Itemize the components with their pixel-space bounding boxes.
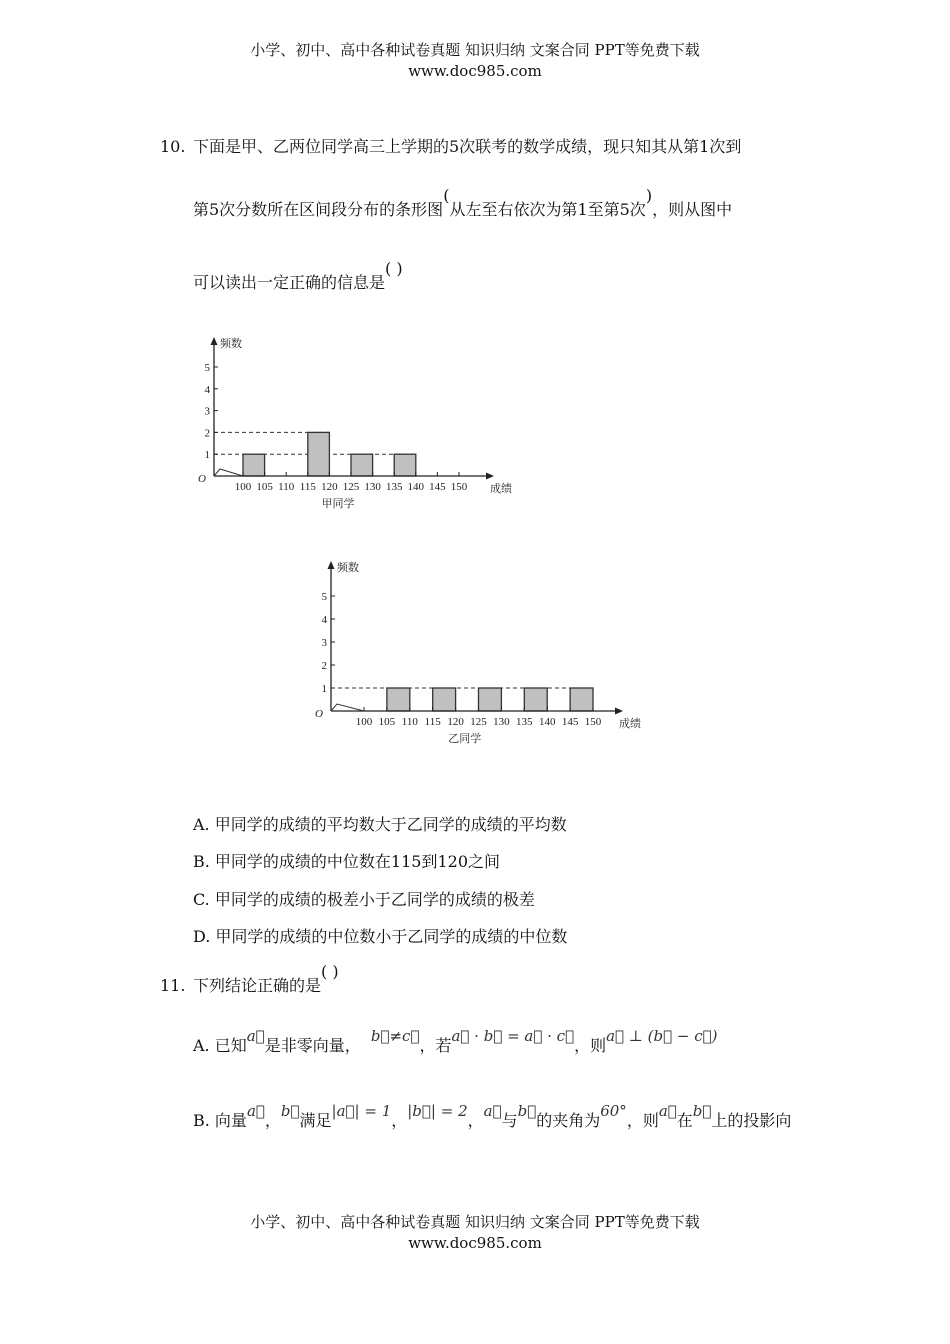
x-tick-label: 100 [234,481,252,493]
text: 是非零向量， [264,1036,361,1055]
text: ， [391,1111,408,1130]
axis-break-icon [214,469,243,476]
x-axis-label: 成绩 [490,482,512,495]
question-text: 下面是甲、乙两位同学高三上学期的5次联考的数学成绩，现只知其从第1次到 [193,137,742,156]
question-number: 10. [160,137,186,156]
footer-url: www.doc985.com [408,1234,542,1252]
x-tick-label: 110 [278,481,295,493]
text: 的夹角为 [536,1111,601,1130]
answer-blank: ( ) [321,962,339,981]
option-a [193,1027,718,1056]
math: |b⃗| = 2 [407,1102,468,1120]
text: 从左至右依次为第1至第5次 [449,200,646,219]
chart-title: 乙同学 [448,732,482,745]
math: a⃗ ⊥ (b⃗ − c⃗) [606,1027,718,1045]
histogram-bar [524,688,547,711]
y-axis-label: 频数 [337,561,359,574]
y-tick-label: 3 [321,637,327,649]
y-axis-arrow-icon [211,337,218,345]
x-tick-label: 120 [447,716,464,728]
text: B. 向量 [193,1111,247,1130]
x-tick-label: 145 [429,481,446,493]
x-tick-label: 105 [378,716,396,728]
math: a⃗ · b⃗ = a⃗ · c⃗ [451,1027,575,1045]
question-number: 11. [160,976,186,995]
question-text [193,962,339,996]
math: b⃗ [517,1102,537,1120]
option-c: C. 甲同学的成绩的极差小于乙同学的成绩的极差 [193,890,535,909]
option-b [193,1102,792,1131]
histogram-bar [394,454,416,476]
histogram-bar [308,432,330,476]
x-axis-arrow-icon [486,473,494,480]
text: 下列结论正确的是 [193,976,322,995]
histogram-bar [243,454,265,476]
origin-label: O [198,473,206,485]
option-a: A. 甲同学的成绩的平均数大于乙同学的成绩的平均数 [193,815,567,834]
x-tick-label: 135 [516,716,533,728]
origin-label: O [315,708,323,720]
y-tick-label: 4 [321,614,327,626]
paren: ) [645,186,653,205]
x-tick-label: 115 [424,716,441,728]
x-axis-label: 成绩 [619,717,641,730]
histogram-bar [570,688,593,711]
x-tick-label: 125 [342,481,360,493]
x-tick-label: 145 [561,716,579,728]
math: |a⃗| = 1 [331,1102,392,1120]
text: ，则 [626,1111,659,1130]
header-text: 小学、初中、高中各种试卷真题 知识归纳 文案合同 PPT等免费下载 [250,41,700,59]
x-tick-label: 130 [493,716,510,728]
math: a⃗ [483,1102,502,1120]
y-tick-label: 2 [321,660,327,672]
x-tick-label: 120 [321,481,338,493]
text: 第5次分数所在区间段分布的条形图 [193,200,444,219]
text: ， [467,1111,484,1130]
y-tick-label: 2 [204,427,210,440]
histogram-bar [433,688,456,711]
text: 满足 [299,1111,332,1130]
x-axis-arrow-icon [615,708,623,715]
x-tick-label: 130 [364,481,381,493]
header-url: www.doc985.com [408,62,542,80]
chart-title: 甲同学 [321,497,355,510]
footer-text: 小学、初中、高中各种试卷真题 知识归纳 文案合同 PPT等免费下载 [250,1213,700,1231]
text: ，若 [419,1036,452,1055]
histogram-bar [479,688,502,711]
answer-blank: ( ) [385,259,403,278]
y-tick-label: 5 [204,362,210,374]
y-tick-label: 1 [321,683,327,695]
y-axis-label: 频数 [220,337,242,350]
x-tick-label: 105 [256,481,273,493]
math: b⃗ [692,1102,712,1120]
y-tick-label: 5 [321,591,327,603]
text: 在 [676,1111,693,1130]
math: b⃗≠c⃗ [370,1027,420,1045]
y-axis-arrow-icon [328,561,335,569]
x-tick-label: 150 [450,481,468,493]
text: ，则 [574,1036,607,1055]
text: ，则从图中 [652,200,733,219]
text: 与 [501,1111,518,1130]
x-tick-label: 115 [299,481,316,493]
x-tick-label: 100 [355,716,373,728]
text: 上的投影向 [711,1111,792,1130]
math: b⃗ [280,1102,300,1120]
x-tick-label: 110 [401,716,418,728]
histogram-bar [351,454,373,476]
x-tick-label: 140 [538,716,556,728]
math: 60° [600,1102,627,1120]
x-tick-label: 150 [584,716,602,728]
math: a⃗ [246,1027,265,1045]
histogram-bar [387,688,410,711]
paren: ( [443,186,450,205]
option-d: D. 甲同学的成绩的中位数小于乙同学的成绩的中位数 [193,927,568,946]
text: ， [264,1111,281,1130]
y-tick-label: 4 [204,383,210,396]
option-b: B. 甲同学的成绩的中位数在115到120之间 [193,852,501,871]
x-tick-label: 140 [407,481,425,493]
x-tick-label: 125 [470,716,487,728]
axis-break-icon [331,704,364,711]
y-tick-label: 1 [204,449,210,462]
math: a⃗ [658,1102,677,1120]
x-tick-label: 135 [385,481,403,493]
text: 可以读出一定正确的信息是 [193,273,386,292]
text: A. 已知 [193,1036,247,1055]
y-tick-label: 3 [204,405,210,418]
math: a⃗ [246,1102,265,1120]
